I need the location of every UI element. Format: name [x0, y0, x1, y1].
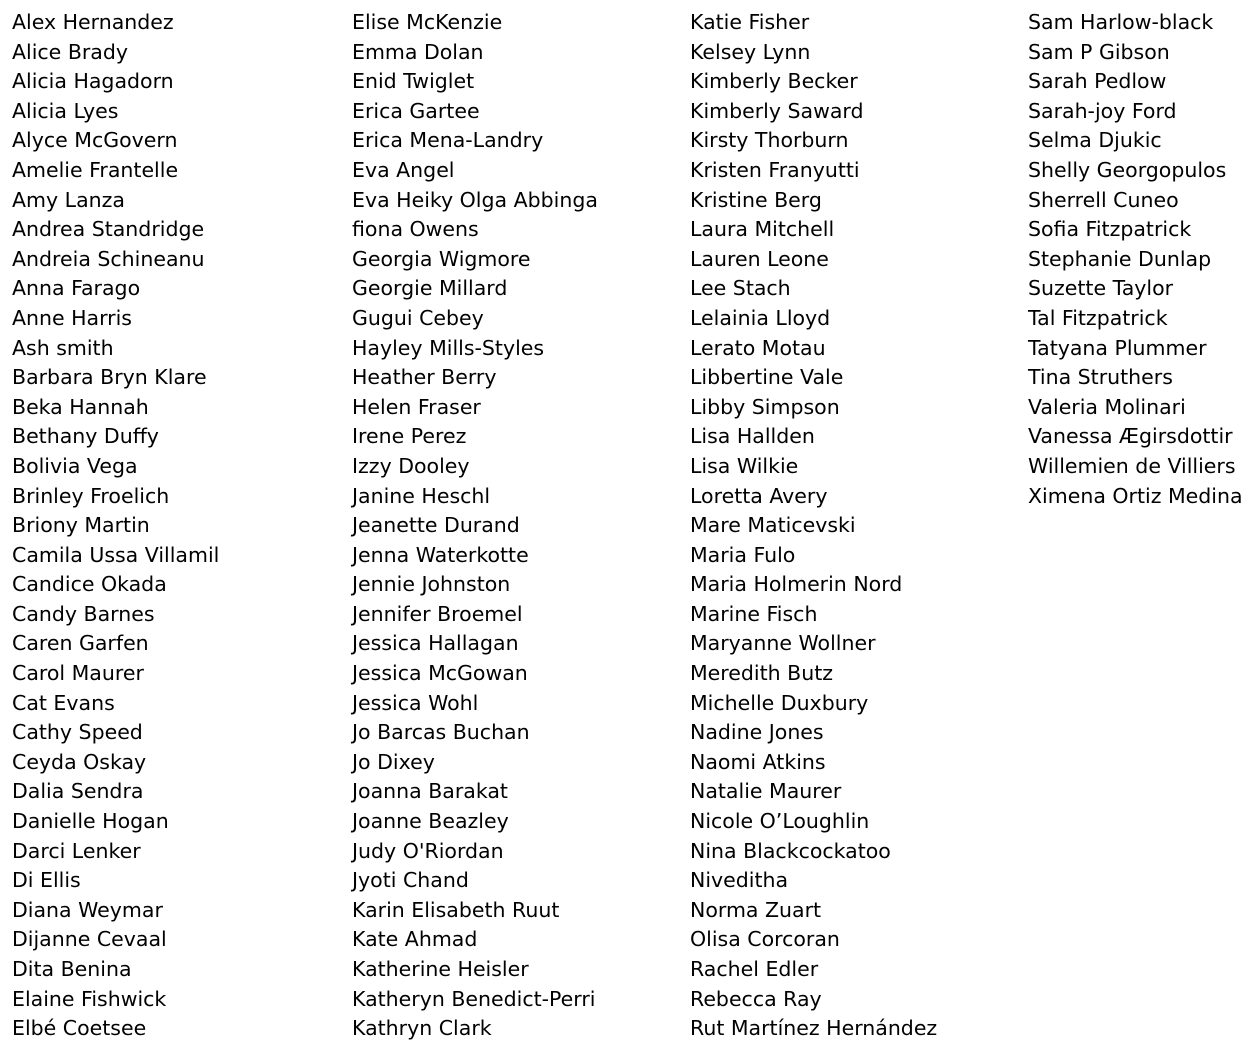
- name-entry: Gugui Cebey: [352, 305, 484, 330]
- name-entry: Natalie Maurer: [690, 779, 842, 804]
- name-entry: Diana Weymar: [12, 897, 163, 922]
- name-entry: Candy Barnes: [12, 601, 155, 626]
- name-column-4: [1028, 8, 1243, 511]
- name-entry: Kimberly Saward: [690, 98, 864, 123]
- name-entry: Elaine Fishwick: [12, 986, 167, 1011]
- name-entry: Nina Blackcockatoo: [690, 838, 891, 863]
- name-entry: Laura Mitchell: [690, 217, 835, 242]
- name-entry: Barbara Bryn Klare: [12, 365, 207, 390]
- name-entry: Ximena Ortiz Medina: [1028, 483, 1243, 508]
- name-entry: Dalia Sendra: [12, 779, 144, 804]
- name-entry: Amelie Frantelle: [12, 157, 179, 182]
- name-entry: Sam Harlow-black: [1028, 10, 1214, 34]
- name-entry: Shelly Georgopulos: [1028, 157, 1227, 182]
- name-entry: Michelle Duxbury: [690, 690, 869, 715]
- name-entry: Joanne Beazley: [352, 809, 509, 834]
- name-entry: Sarah Pedlow: [1028, 69, 1167, 94]
- name-entry: Kimberly Becker: [690, 69, 858, 94]
- name-entry: Libbertine Vale: [690, 365, 844, 390]
- name-entry: Jennie Johnston: [352, 572, 511, 597]
- name-entry: Libby Simpson: [690, 394, 840, 419]
- name-entry: Irene Perez: [352, 424, 467, 449]
- name-entry: Bethany Duffy: [12, 424, 159, 449]
- name-entry: Sarah-joy Ford: [1028, 98, 1177, 123]
- name-entry: Suzette Taylor: [1028, 276, 1174, 301]
- name-entry: Jo Barcas Buchan: [352, 720, 530, 745]
- name-entry: Jessica Wohl: [352, 690, 479, 715]
- name-column-1: [12, 8, 219, 1044]
- name-entry: Stephanie Dunlap: [1028, 246, 1212, 271]
- name-entry: Jenna Waterkotte: [352, 542, 529, 567]
- name-entry: Janine Heschl: [352, 483, 491, 508]
- name-entry: Caren Garfen: [12, 631, 149, 656]
- name-entry: Ceyda Oskay: [12, 749, 147, 774]
- name-entry: Loretta Avery: [690, 483, 828, 508]
- name-entry: Meredith Butz: [690, 661, 833, 686]
- name-entry: Briony Martin: [12, 513, 150, 538]
- name-entry: Kirsty Thorburn: [690, 128, 849, 153]
- name-entry: Dita Benina: [12, 957, 132, 981]
- name-entry: Eva Angel: [352, 157, 455, 182]
- name-entry: Alyce McGovern: [12, 128, 178, 153]
- name-entry: Marine Fisch: [690, 601, 818, 626]
- name-entry: Olisa Corcoran: [690, 927, 840, 952]
- name-entry: Rachel Edler: [690, 957, 819, 981]
- name-entry: Enid Twiglet: [352, 69, 475, 94]
- name-entry: Rut Martínez Hernández: [690, 1016, 938, 1041]
- name-entry: Tal Fitzpatrick: [1028, 305, 1168, 330]
- name-entry: Lelainia Lloyd: [690, 305, 831, 330]
- name-entry: Jennifer Broemel: [352, 601, 523, 626]
- name-column-2: [352, 8, 598, 1044]
- name-entry: Jessica McGowan: [352, 661, 528, 686]
- name-entry: Dijanne Cevaal: [12, 927, 167, 952]
- name-entry: Selma Djukic: [1028, 128, 1162, 153]
- name-entry: fiona Owens: [352, 217, 479, 242]
- name-entry: Katie Fisher: [690, 10, 810, 34]
- name-entry: Maria Holmerin Nord: [690, 572, 903, 597]
- name-entry: Lisa Wilkie: [690, 453, 799, 478]
- name-entry: Brinley Froelich: [12, 483, 170, 508]
- name-entry: Erica Mena-Landry: [352, 128, 544, 153]
- name-entry: Alicia Lyes: [12, 98, 119, 123]
- name-entry: Katherine Heisler: [352, 957, 529, 981]
- name-column-3: [690, 8, 937, 1044]
- name-entry: Erica Gartee: [352, 98, 480, 123]
- name-entry: Elise McKenzie: [352, 10, 503, 34]
- name-entry: Ash smith: [12, 335, 114, 360]
- name-entry: Jeanette Durand: [352, 513, 520, 538]
- name-entry: Alicia Hagadorn: [12, 69, 174, 94]
- name-entry: Di Ellis: [12, 868, 81, 893]
- name-entry: Maryanne Wollner: [690, 631, 876, 656]
- name-entry: Tina Struthers: [1028, 365, 1173, 390]
- name-entry: Lisa Hallden: [690, 424, 815, 449]
- name-entry: Sofia Fitzpatrick: [1028, 217, 1192, 242]
- name-entry: Beka Hannah: [12, 394, 149, 419]
- name-entry: Joanna Barakat: [352, 779, 508, 804]
- name-entry: Darci Lenker: [12, 838, 141, 863]
- name-entry: Alex Hernandez: [12, 10, 174, 34]
- name-entry: Bolivia Vega: [12, 453, 138, 478]
- name-entry: Camila Ussa Villamil: [12, 542, 220, 567]
- name-entry: Niveditha: [690, 868, 789, 893]
- name-entry: Tatyana Plummer: [1028, 335, 1207, 360]
- name-entry: Jo Dixey: [352, 749, 435, 774]
- name-entry: Katheryn Benedict-Perri: [352, 986, 596, 1011]
- name-entry: Karin Elisabeth Ruut: [352, 897, 560, 922]
- name-entry: Mare Maticevski: [690, 513, 856, 538]
- name-entry: Kristine Berg: [690, 187, 822, 212]
- name-entry: Georgie Millard: [352, 276, 508, 301]
- name-entry: Kathryn Clark: [352, 1016, 492, 1041]
- name-entry: Norma Zuart: [690, 897, 822, 922]
- name-entry: Rebecca Ray: [690, 986, 822, 1011]
- name-entry: Amy Lanza: [12, 187, 125, 212]
- name-entry: Hayley Mills-Styles: [352, 335, 545, 360]
- name-entry: Cathy Speed: [12, 720, 143, 745]
- name-entry: Kate Ahmad: [352, 927, 478, 952]
- name-entry: Georgia Wigmore: [352, 246, 531, 271]
- name-entry: Anne Harris: [12, 305, 132, 330]
- name-entry: Kristen Franyutti: [690, 157, 860, 182]
- name-entry: Alice Brady: [12, 39, 129, 64]
- name-entry: Willemien de Villiers: [1028, 453, 1236, 478]
- name-entry: Izzy Dooley: [352, 453, 470, 478]
- name-entry: Maria Fulo: [690, 542, 796, 567]
- name-entry: Heather Berry: [352, 365, 497, 390]
- name-entry: Lerato Motau: [690, 335, 826, 360]
- name-entry: Sam P Gibson: [1028, 39, 1170, 64]
- name-entry: Anna Farago: [12, 276, 141, 301]
- name-entry: Lee Stach: [690, 276, 791, 301]
- name-entry: Eva Heiky Olga Abbinga: [352, 187, 598, 212]
- name-entry: Emma Dolan: [352, 39, 484, 64]
- name-entry: Sherrell Cuneo: [1028, 187, 1179, 212]
- name-entry: Jessica Hallagan: [352, 631, 519, 656]
- name-entry: Candice Okada: [12, 572, 167, 597]
- name-entry: Carol Maurer: [12, 661, 144, 686]
- name-entry: Andreia Schineanu: [12, 246, 205, 271]
- name-entry: Jyoti Chand: [352, 868, 469, 893]
- name-entry: Vanessa Ægirsdottir: [1028, 424, 1233, 449]
- name-entry: Naomi Atkins: [690, 749, 826, 774]
- name-entry: Nicole O’Loughlin: [690, 809, 870, 834]
- name-entry: Elbé Coetsee: [12, 1016, 147, 1041]
- name-entry: Andrea Standridge: [12, 217, 205, 242]
- name-entry: Nadine Jones: [690, 720, 824, 745]
- name-entry: Helen Fraser: [352, 394, 481, 419]
- name-entry: Kelsey Lynn: [690, 39, 811, 64]
- name-entry: Danielle Hogan: [12, 809, 169, 834]
- name-entry: Judy O'Riordan: [352, 838, 504, 863]
- name-entry: Cat Evans: [12, 690, 115, 715]
- name-entry: Lauren Leone: [690, 246, 829, 271]
- name-entry: Valeria Molinari: [1028, 394, 1186, 419]
